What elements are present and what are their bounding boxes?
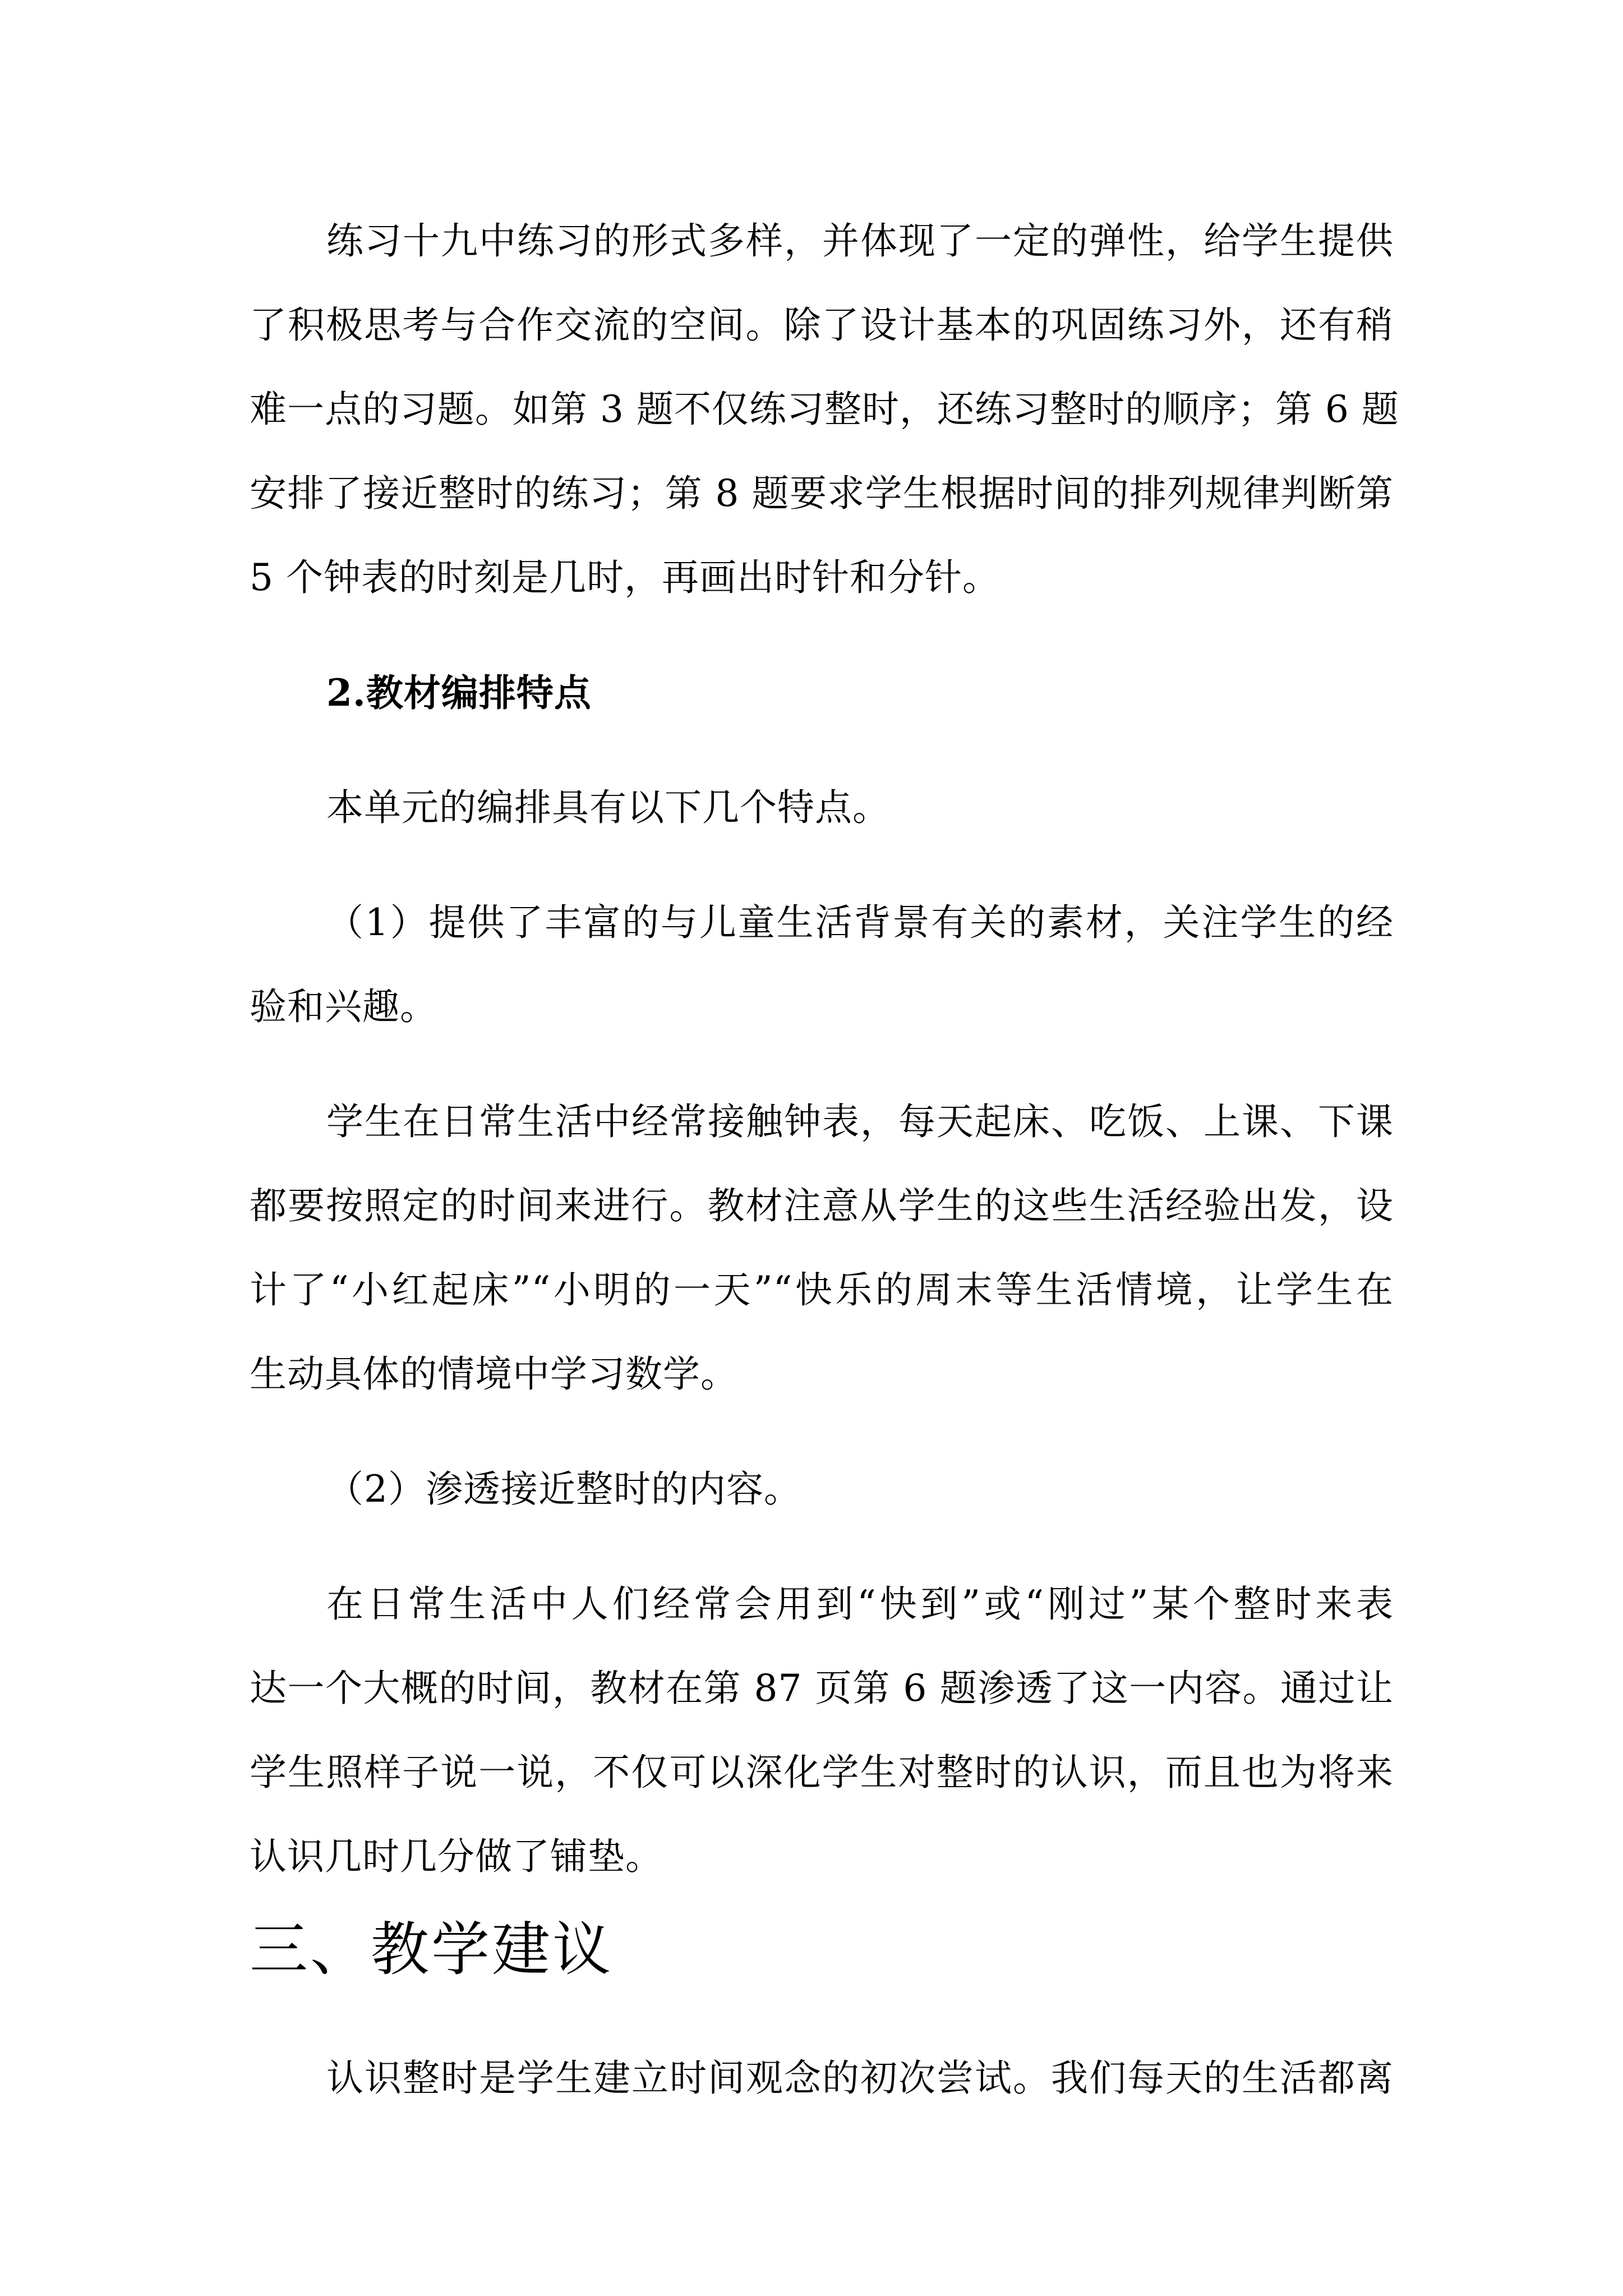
- paragraph-line: 认识整时是学生建立时间观念的初次尝试。我们每天的生活都离: [326, 2056, 1394, 2100]
- list-item-line: 验和兴趣。: [250, 985, 437, 1028]
- list-item-line: （1）提供了丰富的与儿童生活背景有关的素材，关注学生的经: [326, 901, 1394, 944]
- paragraph-line: 5 个钟表的时刻是几时，再画出时针和分针。: [250, 556, 1000, 599]
- paragraph-line: 达一个大概的时间，教材在第 87 页第 6 题渗透了这一内容。通过让: [250, 1667, 1394, 1710]
- paragraph-line: 学生照样子说一说，不仅可以深化学生对整时的认识，而且也为将来: [250, 1751, 1394, 1794]
- paragraph-line: 认识几时几分做了铺垫。: [250, 1835, 663, 1878]
- section-heading: 三、教学建议: [250, 1915, 614, 1984]
- paragraph-line: 在日常生活中人们经常会用到“快到”或“刚过”某个整时来表: [326, 1582, 1394, 1626]
- paragraph-line: 都要按照定的时间来进行。教材注意从学生的这些生活经验出发，设: [250, 1184, 1394, 1227]
- paragraph-line: 难一点的习题。如第 3 题不仅练习整时，还练习整时的顺序；第 6 题: [250, 388, 1399, 431]
- paragraph-line: 练习十九中练习的形式多样，并体现了一定的弹性，给学生提供: [326, 219, 1394, 263]
- paragraph-line: 本单元的编排具有以下几个特点。: [326, 786, 890, 829]
- subsection-heading: 2.教材编排特点: [326, 671, 592, 715]
- paragraph-line: 了积极思考与合作交流的空间。除了设计基本的巩固练习外，还有稍: [250, 303, 1394, 347]
- paragraph-line: 计了“小红起床”“小明的一天”“快乐的周末等生活情境，让学生在: [250, 1268, 1394, 1312]
- paragraph-line: 生动具体的情境中学习数学。: [250, 1352, 738, 1396]
- paragraph-line: 安排了接近整时的练习；第 8 题要求学生根据时间的排列规律判断第: [250, 472, 1394, 515]
- list-item-line: （2）渗透接近整时的内容。: [326, 1467, 801, 1511]
- paragraph-line: 学生在日常生活中经常接触钟表，每天起床、吃饭、上课、下课: [326, 1100, 1394, 1143]
